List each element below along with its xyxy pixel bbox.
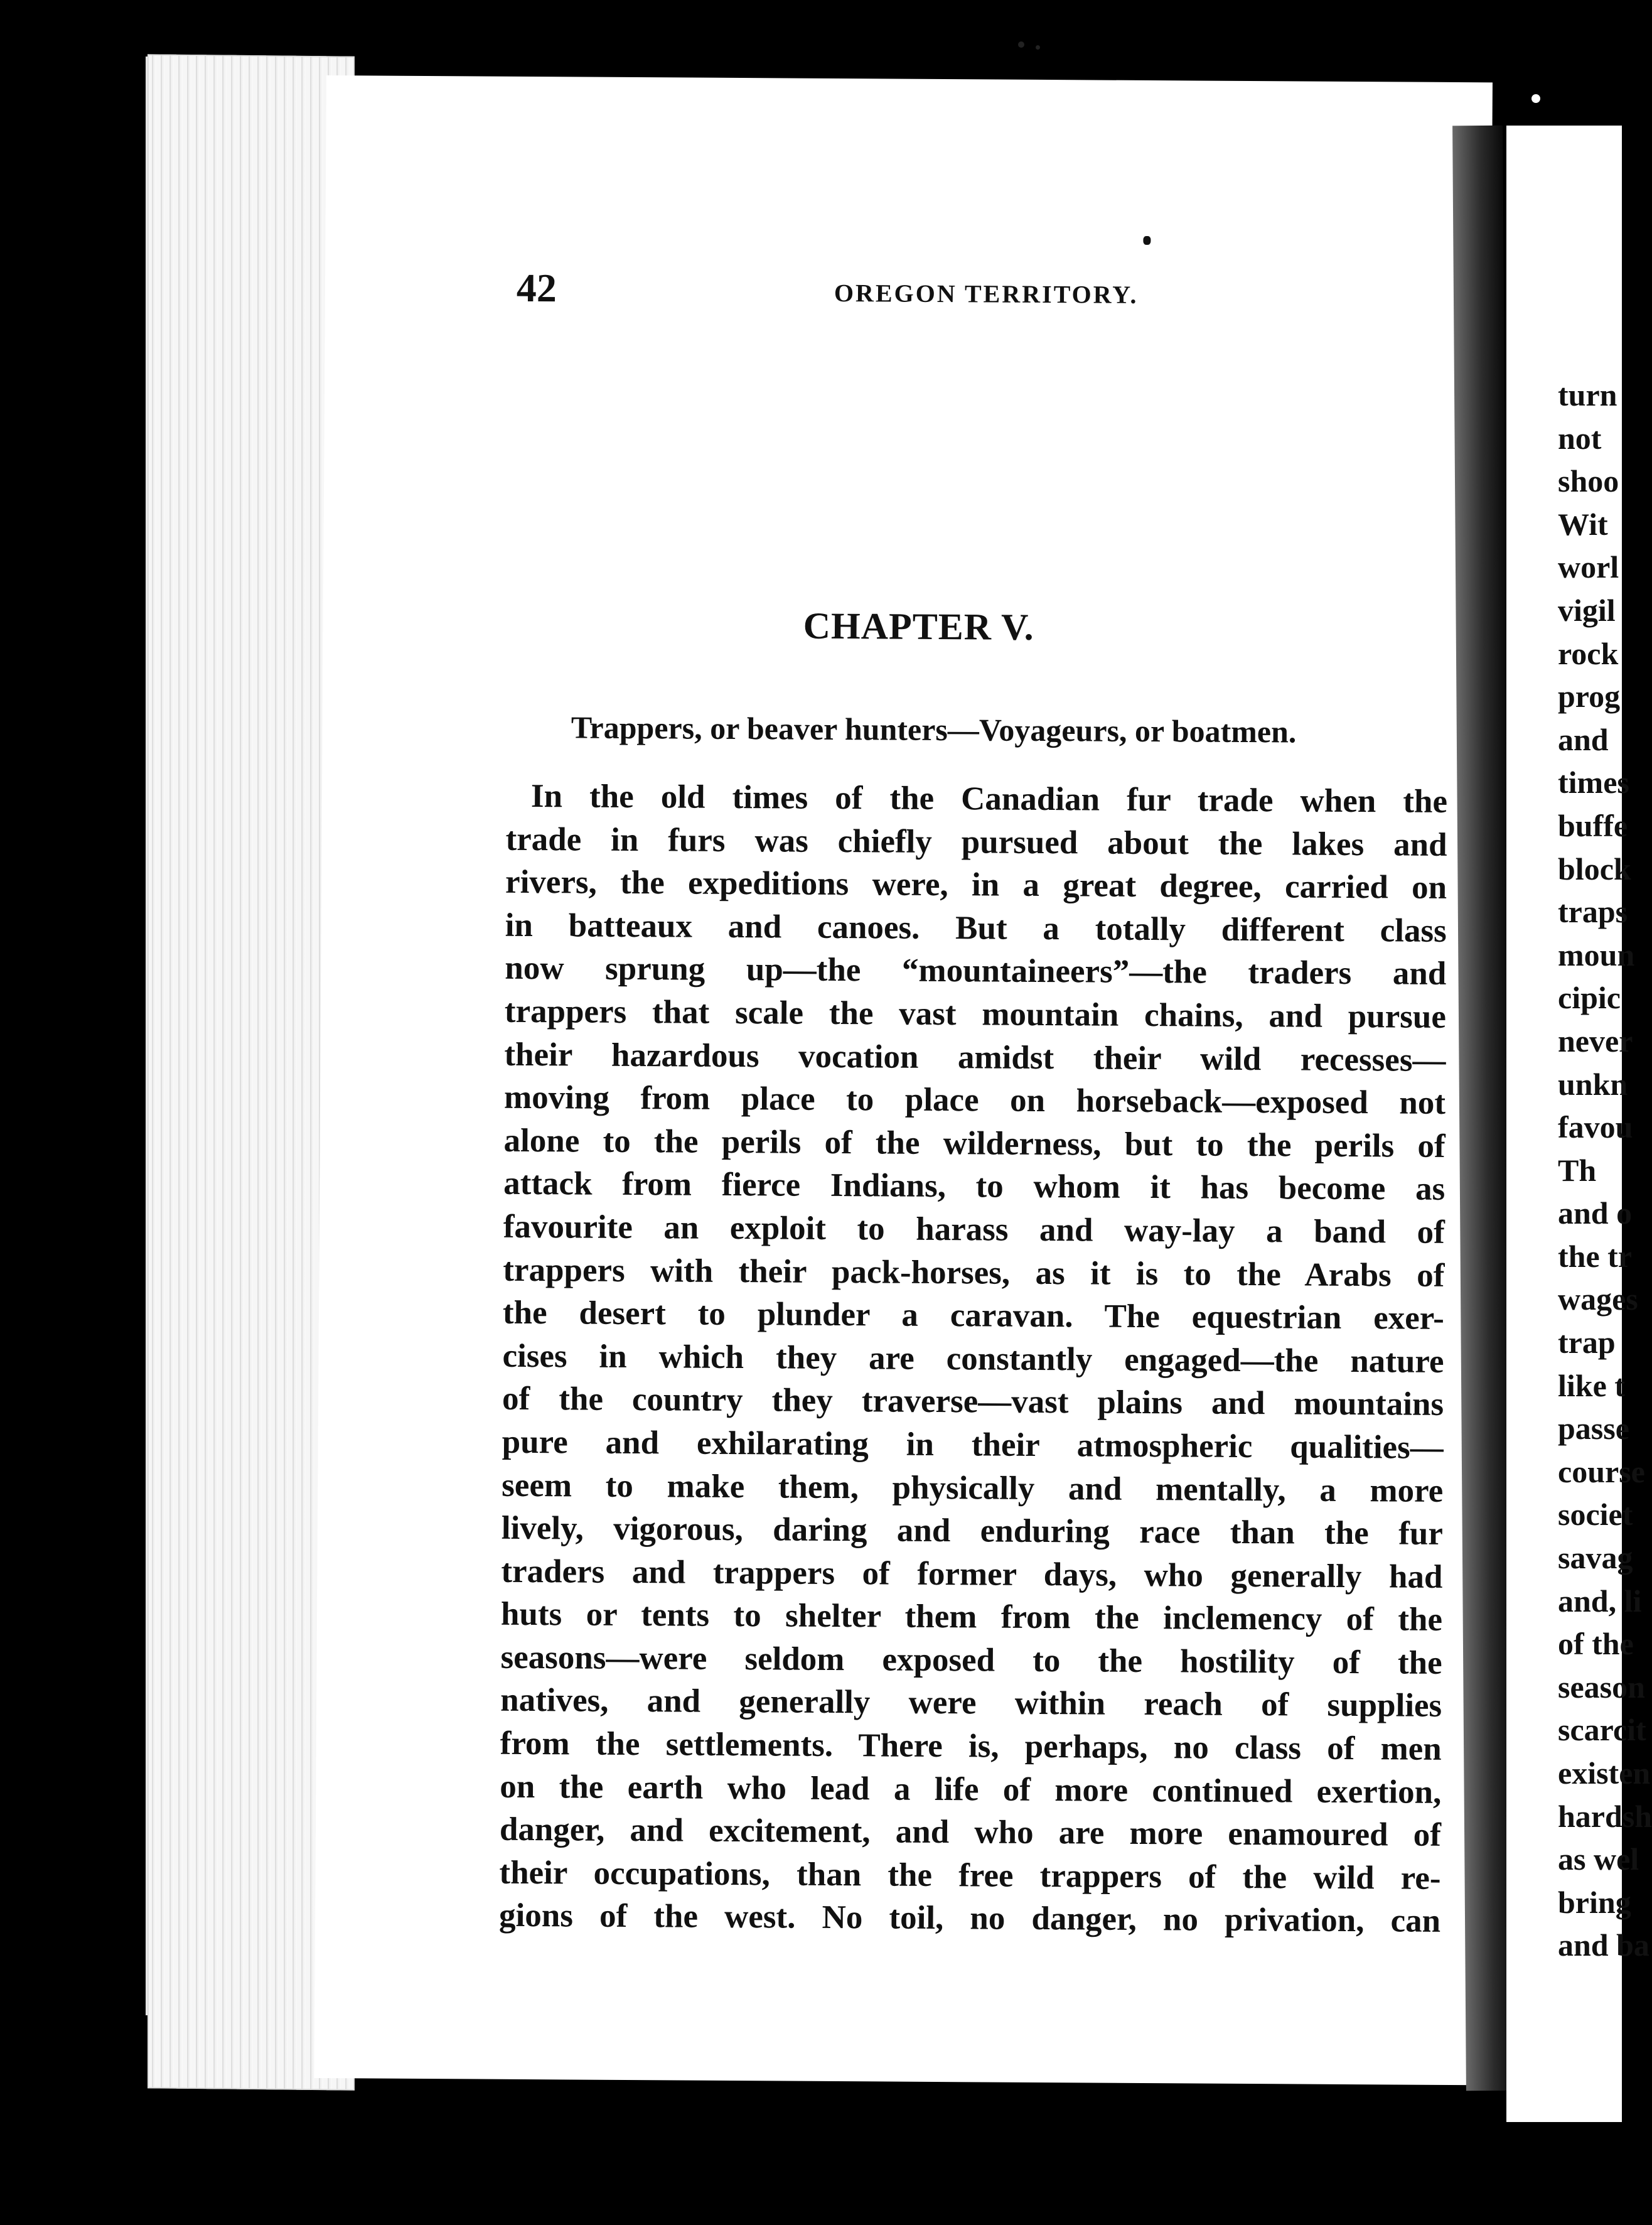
body-line: traders and trappers of former days, who generally had — [501, 1553, 1443, 1595]
facing-page-line: Th — [1558, 1152, 1597, 1188]
facing-page-fragment — [1506, 126, 1652, 2122]
facing-page-line: the tr — [1558, 1238, 1632, 1274]
facing-page-line: and o — [1558, 1195, 1633, 1231]
facing-page-lines — [1506, 374, 1652, 1967]
chapter-title: CHAPTER V. — [803, 605, 1034, 648]
body-line: now sprung up—the “mountaineers”—the traders and — [505, 950, 1447, 993]
body-line: their occupations, than the free trappers of the wild re- — [499, 1854, 1441, 1897]
body-line: trade in furs was chiefly pursued about the lakes and — [505, 821, 1447, 863]
facing-page-line: like t — [1558, 1367, 1625, 1403]
facing-page-line: shoo — [1558, 463, 1619, 499]
body-line: danger, and excitement, and who are more enamoured of — [499, 1811, 1442, 1854]
facing-page-line: season — [1558, 1669, 1645, 1705]
body-line: cises in which they are constantly engaged—the nature — [502, 1337, 1444, 1380]
facing-page-line: bring — [1558, 1884, 1631, 1920]
ink-speck — [1143, 236, 1150, 245]
facing-page-line: trap — [1558, 1325, 1616, 1360]
book-page — [314, 75, 1493, 2085]
ink-speck — [1018, 41, 1024, 48]
facing-page-line: traps — [1558, 894, 1628, 930]
body-line: from the settlements. There is, perhaps, no class of men — [500, 1725, 1442, 1767]
body-line: natives, and generally were within reach of supplies — [500, 1682, 1442, 1725]
facing-page-line: unkn — [1558, 1066, 1628, 1102]
ink-speck — [1531, 94, 1540, 103]
facing-page-line: Wit — [1558, 506, 1608, 542]
body-line: alone to the perils of the wilderness, but to the perils of — [503, 1122, 1446, 1165]
facing-page-line: hardsh — [1558, 1798, 1652, 1834]
facing-page-line: block — [1558, 851, 1631, 886]
facing-page-line: and — [1558, 721, 1609, 757]
body-line: trappers with their pack-horses, as it is to the Arabs of — [503, 1251, 1445, 1294]
facing-page-line: vigil — [1558, 592, 1616, 628]
facing-page-line: never — [1558, 1023, 1633, 1059]
running-head: OREGON TERRITORY. — [834, 278, 1139, 309]
facing-page-line: existen — [1558, 1755, 1651, 1791]
body-line: on the earth who lead a life of more continued exertion, — [500, 1768, 1442, 1811]
body-line: In the old times of the Canadian fur trade when the — [530, 778, 1448, 820]
facing-page-line: scarcit — [1558, 1712, 1646, 1748]
facing-page-line: as wel — [1558, 1841, 1639, 1877]
facing-page-line: societ — [1558, 1497, 1633, 1533]
facing-page-line: and, li — [1558, 1583, 1642, 1619]
facing-page-line: turn — [1558, 377, 1617, 412]
body-line: gions of the west. No toil, no danger, no privation, can — [498, 1897, 1441, 1940]
facing-page-line: cipic — [1558, 980, 1621, 1016]
body-line: seem to make them, physically and mentally, a more — [501, 1467, 1444, 1509]
facing-page-line: moun — [1558, 937, 1635, 972]
body-line: their hazardous vocation amidst their wild recesses— — [504, 1036, 1446, 1079]
facing-page-line: rock — [1558, 635, 1619, 671]
facing-page-line: favou — [1558, 1109, 1633, 1145]
body-line: rivers, the expeditions were, in a great degree, carried on — [505, 863, 1447, 907]
body-line: pure and exhilarating in their atmospheric qualities— — [501, 1423, 1444, 1466]
body-line: favourite an exploit to harass and way-lay a band of — [503, 1208, 1445, 1251]
facing-page-line: and ba — [1558, 1927, 1649, 1963]
body-line: huts or tents to shelter them from the inclemency of the — [500, 1596, 1443, 1639]
body-line: in batteaux and canoes. But a totally different class — [505, 907, 1447, 949]
facing-page-line: savag — [1558, 1540, 1633, 1576]
facing-page-line: wages — [1558, 1281, 1638, 1317]
facing-page-line: worl — [1558, 549, 1619, 585]
facing-page-line: buffe — [1558, 807, 1628, 843]
body-line: attack from fierce Indians, to whom it has become as — [503, 1165, 1446, 1208]
body-line: moving from place to place on horseback—exposed not — [503, 1079, 1446, 1122]
body-line: lively, vigorous, daring and enduring race than the fur — [501, 1509, 1444, 1553]
page-number: 42 — [516, 265, 557, 311]
body-line: seasons—were seldom exposed to the hostility of the — [500, 1639, 1442, 1681]
body-line: of the country they traverse—vast plains and mountains — [501, 1381, 1444, 1423]
facing-page-line: prog — [1558, 679, 1621, 714]
facing-page-line: not — [1558, 420, 1602, 456]
facing-page-line: course — [1558, 1453, 1645, 1489]
facing-page-line: of the — [1558, 1626, 1634, 1662]
body-line: the desert to plunder a caravan. The equestrian exer- — [502, 1294, 1445, 1337]
ink-speck — [1036, 45, 1040, 50]
body-line: trappers that scale the vast mountain chains, and pursue — [504, 993, 1447, 1035]
chapter-subtitle: Trappers, or beaver hunters—Voyageurs, or boatmen. — [571, 709, 1297, 750]
facing-page-line: times — [1558, 765, 1629, 800]
body-text — [499, 775, 1447, 1943]
facing-page-line: passe — [1558, 1411, 1629, 1447]
